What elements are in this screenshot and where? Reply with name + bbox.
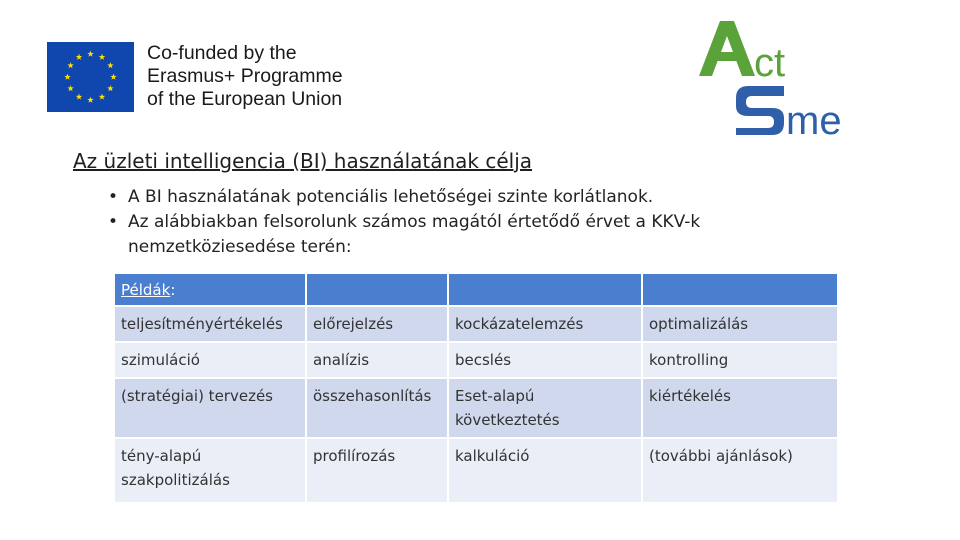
sme-s-icon xyxy=(736,86,784,135)
act-a-icon xyxy=(699,21,755,76)
eu-star-icon xyxy=(67,85,73,91)
table-cell: tény-alapú szakpolitizálás xyxy=(115,439,305,502)
table-cell: kiértékelés xyxy=(643,379,837,437)
bullet-item xyxy=(108,210,828,260)
act-word-rest: ct xyxy=(754,41,786,85)
examples-table xyxy=(113,272,839,504)
eu-star-icon xyxy=(99,54,105,60)
eu-text-line-1: Co-funded by the xyxy=(147,42,297,64)
table-header-cell xyxy=(643,274,837,305)
table-header-cell xyxy=(307,274,447,305)
eu-star-icon xyxy=(76,94,82,100)
eu-star-icon xyxy=(99,94,105,100)
table-header-suffix: : xyxy=(170,281,176,299)
bullet-text: Az alábbiakban felsorolunk számos magától értetődő érvet a KKV-k nemzetköziesedése terén: xyxy=(128,212,701,257)
eu-star-icon xyxy=(76,54,82,60)
table-cell: Eset-alapú következtetés xyxy=(449,379,641,437)
table-cell: profilírozás xyxy=(307,439,447,502)
table-cell: becslés xyxy=(449,343,641,377)
table-header-row xyxy=(115,274,837,305)
table-cell: optimalizálás xyxy=(643,307,837,341)
eu-star-icon xyxy=(87,97,93,103)
bullet-list xyxy=(108,185,828,260)
table-header-cell xyxy=(115,274,305,305)
eu-cofunded-text xyxy=(147,42,343,111)
eu-text-line-3: of the European Union xyxy=(147,88,343,110)
sme-word-rest: me xyxy=(786,99,842,138)
table-cell: (további ajánlások) xyxy=(643,439,837,502)
actsme-logo xyxy=(696,18,896,138)
table-cell: teljesítményértékelés xyxy=(115,307,305,341)
table-cell: előrejelzés xyxy=(307,307,447,341)
table-cell: összehasonlítás xyxy=(307,379,447,437)
eu-star-icon xyxy=(67,62,73,68)
eu-flag-icon xyxy=(47,42,134,112)
table-cell: analízis xyxy=(307,343,447,377)
table-row xyxy=(115,307,837,341)
bullet-item xyxy=(108,185,828,210)
table-cell: kockázatelemzés xyxy=(449,307,641,341)
bullet-text: A BI használatának potenciális lehetőségei szinte korlátlanok. xyxy=(128,187,654,207)
bullet-dot-icon: • xyxy=(108,212,119,232)
table-cell: szimuláció xyxy=(115,343,305,377)
bullet-dot-icon: • xyxy=(108,187,119,207)
table-header-label: Példák xyxy=(121,281,171,299)
table-cell: kontrolling xyxy=(643,343,837,377)
table-cell: (stratégiai) tervezés xyxy=(115,379,305,437)
eu-text-line-2: Erasmus+ Programme xyxy=(147,65,343,87)
table-header-cell xyxy=(449,274,641,305)
eu-star-icon xyxy=(87,51,93,57)
table-cell: kalkuláció xyxy=(449,439,641,502)
table-row xyxy=(115,379,837,437)
eu-cofunded-logo xyxy=(47,42,347,114)
eu-star-icon xyxy=(110,74,116,80)
eu-star-icon xyxy=(107,62,113,68)
eu-star-icon xyxy=(107,85,113,91)
table-row xyxy=(115,343,837,377)
eu-star-icon xyxy=(64,74,70,80)
page-title: Az üzleti intelligencia (BI) használatának célja xyxy=(73,149,533,173)
table-row xyxy=(115,439,837,502)
